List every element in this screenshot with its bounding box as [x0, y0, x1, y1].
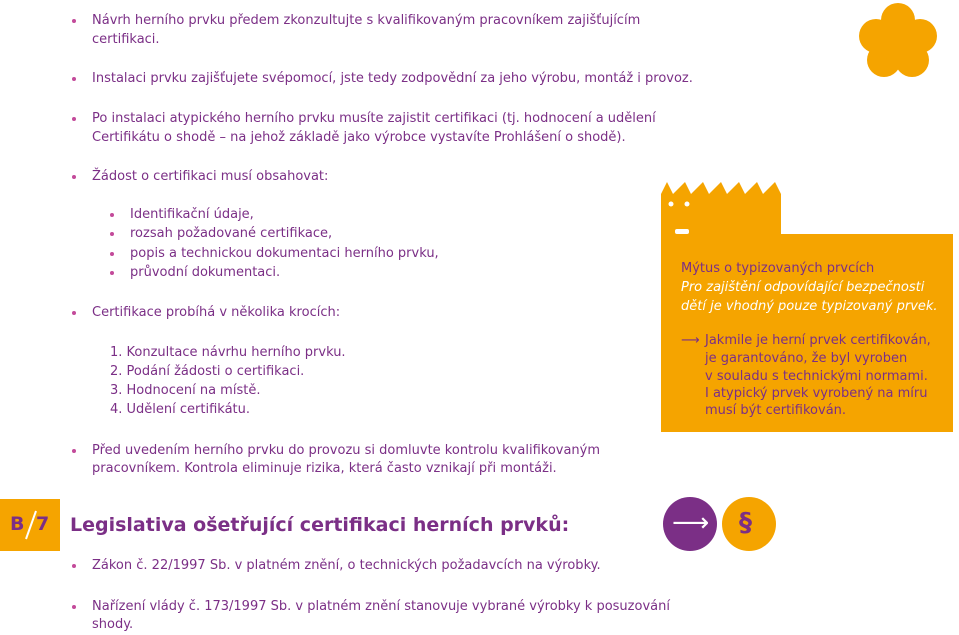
bullet-marker — [72, 605, 76, 609]
callout-body-line2: je garantováno, že byl vyroben — [705, 351, 908, 366]
myth-callout — [661, 182, 953, 432]
arrow-right-icon: ⟶ — [672, 508, 710, 538]
callout-arrow-icon: ⟶ — [681, 333, 700, 348]
callout-body-line4: I atypický prvek vyrobený na míru — [705, 386, 928, 401]
section-badge — [0, 499, 60, 551]
bullet-marker — [72, 175, 76, 179]
paragraph-circle — [722, 497, 776, 551]
bullet-marker — [110, 232, 114, 236]
law-regulation-line2: shody. — [92, 617, 134, 632]
step-2: 2. Podání žádosti o certifikaci. — [110, 364, 305, 379]
badge-number: 7 — [36, 513, 50, 535]
bullet-marker — [72, 311, 76, 315]
callout-body-line3: v souladu s technickými normami. — [705, 369, 928, 384]
callout-body-line5: musí být certifikován. — [705, 403, 847, 418]
bullet-marker — [72, 19, 76, 23]
bullet-request-intro: Žádost o certifikaci musí obsahovat: — [92, 169, 329, 184]
step-4: 4. Udělení certifikátu. — [110, 402, 251, 417]
bullet-marker — [72, 564, 76, 568]
bullet-marker — [72, 449, 76, 453]
callout-body-line1: Jakmile je herní prvek certifikován, — [705, 333, 931, 348]
bullet-consult-line1: Návrh herního prvku předem zkonzultujte s kvalifikovaným pracovníkem zajišťujícím — [92, 13, 641, 28]
request-item-id: Identifikační údaje, — [130, 207, 254, 222]
callout-subtitle-line1: Pro zajištění odpovídající bezpečnosti — [681, 280, 925, 295]
request-item-accompanying: průvodní dokumentaci. — [130, 265, 281, 280]
bullet-atypical-line1: Po instalaci atypického herního prvku musíte zajistit certifikaci (tj. hodnocení a udělení — [92, 111, 656, 126]
section-title: Legislativa ošetřující certifikaci herních prvků: — [70, 514, 570, 536]
before-operation-line2: pracovníkem. Kontrola eliminuje rizika, která často vznikají při montáži. — [92, 461, 557, 476]
bullet-self-install: Instalaci prvku zajišťujete svépomocí, jste tedy zodpovědní za jeho výrobu, montáž i provoz. — [92, 71, 693, 86]
arrow-circle — [663, 497, 717, 551]
bullet-consult-line2: certifikaci. — [92, 32, 160, 47]
paragraph-icon: § — [739, 508, 752, 538]
request-item-scope: rozsah požadované certifikace, — [130, 226, 333, 241]
bullet-atypical-line2: Certifikátu o shodě – na jehož základě jako výrobce vystavíte Prohlášení o shodě). — [92, 130, 626, 145]
law-regulation-line1: Nařízení vlády č. 173/1997 Sb. v platném znění stanovuje vybrané výrobky k posuzování — [92, 599, 670, 614]
step-3: 3. Hodnocení na místě. — [110, 383, 261, 398]
callout-title: Mýtus o typizovaných prvcích — [681, 261, 875, 276]
bullet-marker — [110, 252, 114, 256]
bullet-marker — [110, 271, 114, 275]
bullet-marker — [72, 117, 76, 121]
law-act: Zákon č. 22/1997 Sb. v platném znění, o technických požadavcích na výrobky. — [92, 558, 601, 573]
castle-top-icon — [661, 182, 953, 246]
before-operation-line1: Před uvedením herního prvku do provozu si domluvte kontrolu kvalifikovaným — [92, 443, 601, 458]
flower-icon — [858, 2, 938, 80]
bullet-marker — [110, 213, 114, 217]
request-item-docs: popis a technickou dokumentaci herního prvku, — [130, 246, 439, 261]
bullet-marker — [72, 77, 76, 81]
steps-intro: Certifikace probíhá v několika krocích: — [92, 305, 341, 320]
badge-letter: B — [10, 513, 25, 535]
callout-subtitle-line2: dětí je vhodný pouze typizovaný prvek. — [681, 299, 938, 314]
step-1: 1. Konzultace návrhu herního prvku. — [110, 345, 346, 360]
